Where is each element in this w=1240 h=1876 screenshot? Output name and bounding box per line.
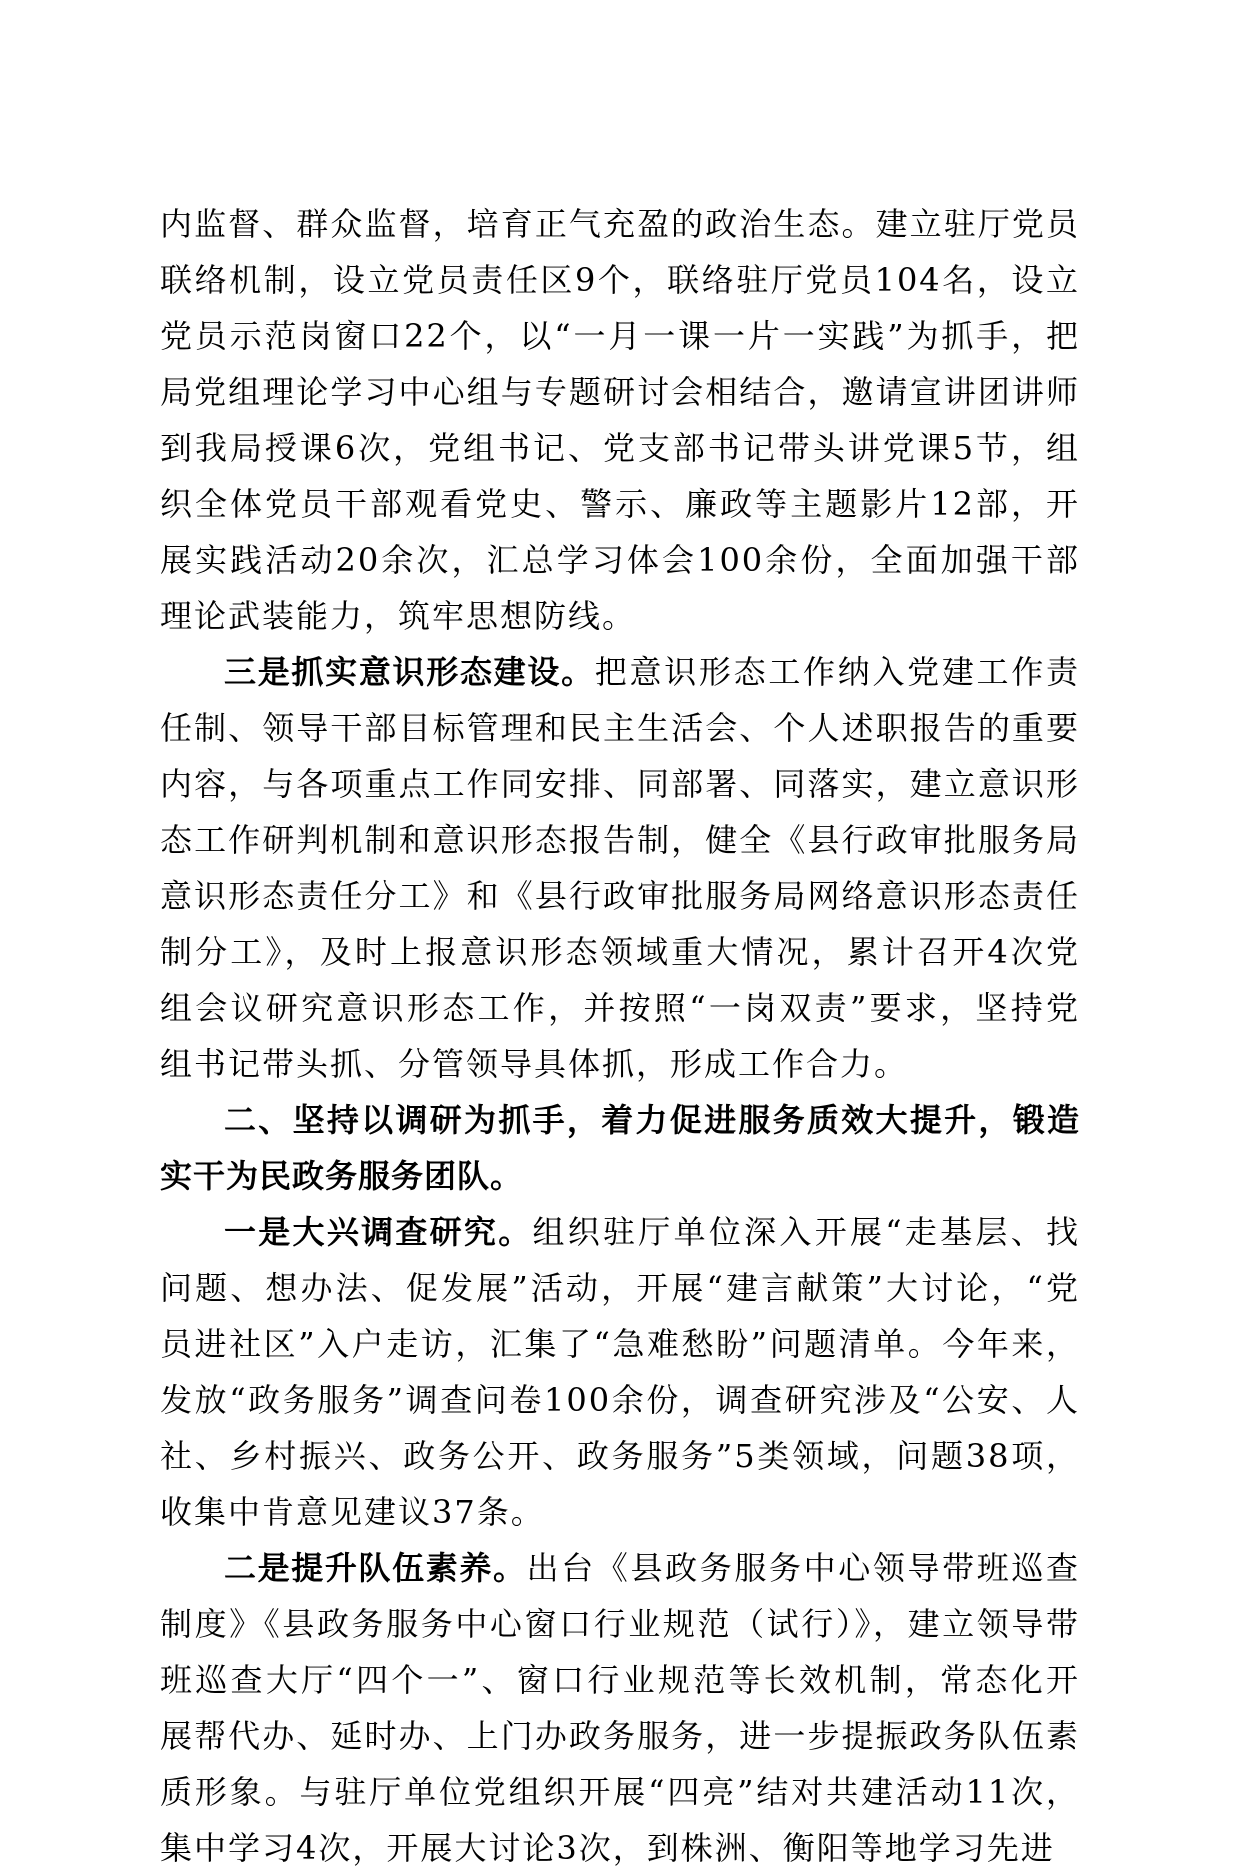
paragraph-party-supervision — [160, 196, 1080, 644]
document-body — [160, 196, 1080, 1876]
section-heading-2: 二、坚持以调研为抓手，着力促进服务质效大提升，锻造实干为民政务服务团队。 — [160, 1101, 1080, 1195]
paragraph-team-quality — [160, 1540, 1080, 1876]
paragraph-text: 内监督、群众监督，培育正气充盈的政治生态。建立驻厅党员联络机制，设立党员责任区9个，联络驻厅党员104名，设立党员示范岗窗口22个，以“一月一课一片一实践”为抓手，把局党组理论学习中心组与专题研讨会相结合，邀请宣讲团讲师到我局授课6次，党组书记、党支部书记带头讲党课5节，组织全体党员干部观看党史、警示、廉政等主题影片12部，开展实践活动20余次，汇总学习体会100余份，全面加强干部理论武装能力，筑牢思想防线。 — [160, 205, 1080, 635]
paragraph-text: 出台《县政务服务中心领导带班巡查制度》《县政务服务中心窗口行业规范（试行）》，建立领导带班巡查大厅“四个一”、窗口行业规范等长效机制，常态化开展帮代办、延时办、上门办政务服务，进一步提振政务队伍素质形象。与驻厅单位党组织开展“四亮”结对共建活动11次，集中学习4次，开展大讨论3次，到株洲、衡阳等地学习先进 — [160, 1549, 1080, 1867]
paragraph-lead: 一是大兴调查研究。 — [224, 1213, 533, 1251]
paragraph-text: 把意识形态工作纳入党建工作责任制、领导干部目标管理和民主生活会、个人述职报告的重要内容，与各项重点工作同安排、同部署、同落实，建立意识形态工作研判机制和意识形态报告制，健全《县行政审批服务局意识形态责任分工》和《县行政审批服务局网络意识形态责任制分工》，及时上报意识形态领域重大情况，累计召开4次党组会议研究意识形态工作，并按照“一岗双责”要求，坚持党组书记带头抓、分管领导具体抓，形成工作合力。 — [160, 653, 1080, 1083]
paragraph-research — [160, 1204, 1080, 1540]
paragraph-lead: 三是抓实意识形态建设。 — [224, 653, 595, 691]
paragraph-ideology — [160, 644, 1080, 1092]
paragraph-lead: 二是提升队伍素养。 — [224, 1549, 527, 1587]
paragraph-text: 组织驻厅单位深入开展“走基层、找问题、想办法、促发展”活动，开展“建言献策”大讨论，“党员进社区”入户走访，汇集了“急难愁盼”问题清单。今年来，发放“政务服务”调查问卷100余份，调查研究涉及“公安、人社、乡村振兴、政务公开、政务服务”5类领域，问题38项，收集中肯意见建议37条。 — [160, 1213, 1080, 1531]
